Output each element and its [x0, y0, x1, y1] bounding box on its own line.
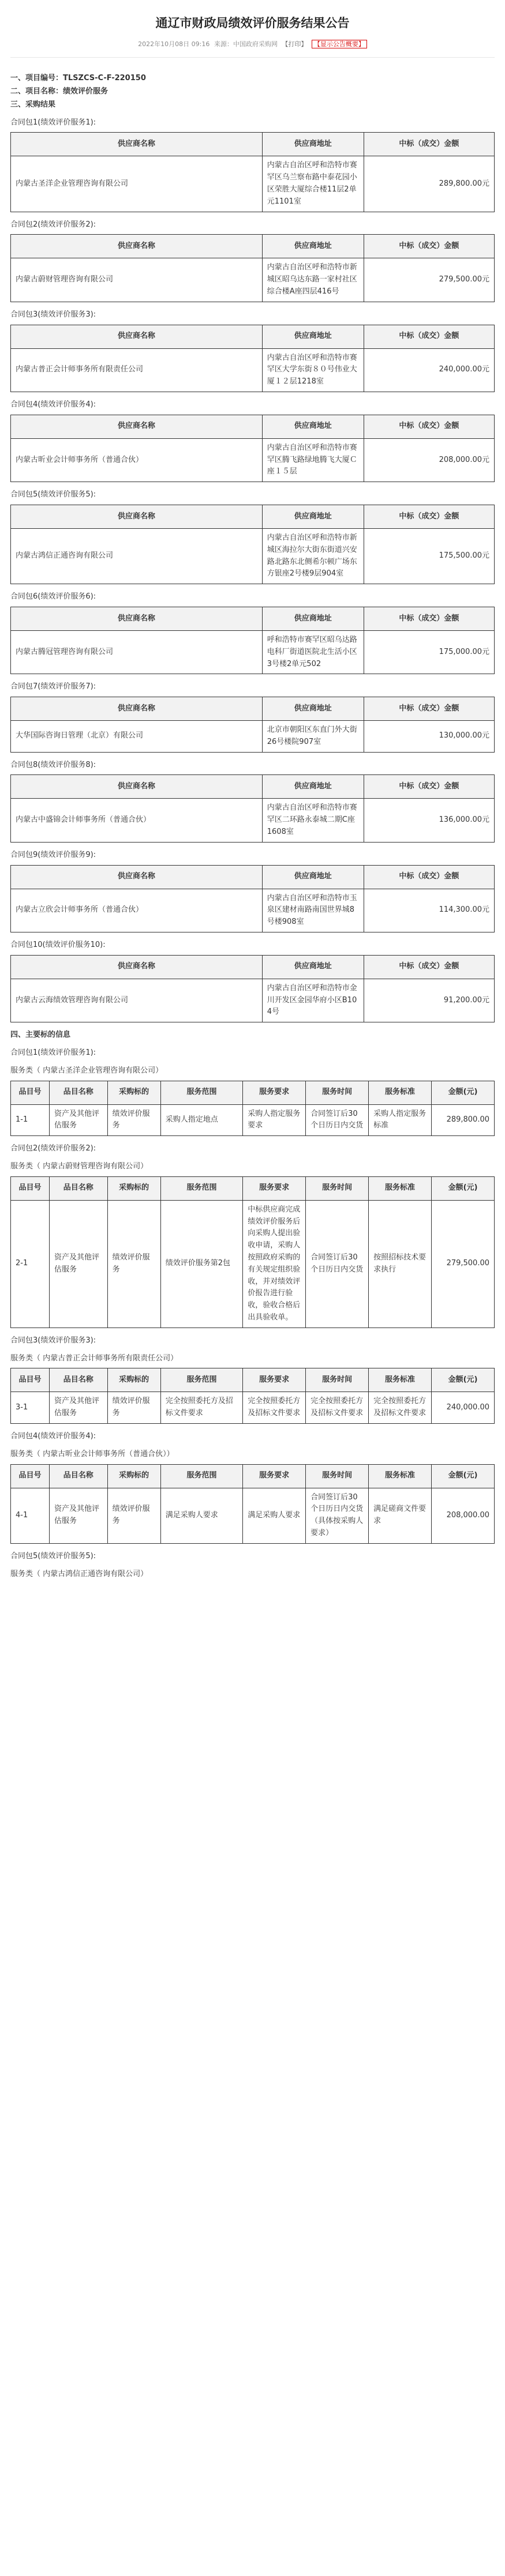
- supplier-name-header: 供应商名称: [11, 133, 263, 156]
- package-label: 合同包4(绩效评价服务4):: [10, 400, 96, 409]
- table-header-row: [11, 133, 495, 156]
- print-link[interactable]: 【打印】: [282, 40, 308, 48]
- service-scope-header: 服务范围: [160, 1176, 242, 1200]
- supplier-address: 内蒙古自治区呼和浩特市赛罕区大学东街８０号伟业大厦１２层1218室: [262, 348, 364, 392]
- item-number-header: 品目号: [11, 1176, 50, 1200]
- amount-header: 金额(元): [432, 1464, 495, 1488]
- service-standard-header: 服务标准: [369, 1176, 432, 1200]
- winning-amount: 130,000.00元: [364, 721, 494, 753]
- procurement-target: 绩效评价服务: [107, 1200, 160, 1328]
- table-header-row: [11, 235, 495, 258]
- package-label: 合同包3(绩效评价服务3):: [10, 310, 96, 319]
- service-requirement-header: 服务要求: [243, 1081, 306, 1104]
- result-table: [10, 774, 495, 842]
- package-label: 合同包10(绩效评价服务10):: [10, 941, 106, 950]
- supplier-address-header: 供应商地址: [262, 325, 364, 348]
- supplier-name: 内蒙古蔚财管理咨询有限公司: [11, 258, 263, 302]
- amount: 208,000.00: [432, 1488, 495, 1543]
- winning-amount-header: 中标（成交）金额: [364, 865, 494, 889]
- target-table: [10, 1464, 495, 1544]
- supplier-address: 内蒙古自治区呼和浩特市新城区昭乌达东路一家村社区综合楼A座四层416号: [262, 258, 364, 302]
- result-table: [10, 415, 495, 482]
- table-row: [11, 1104, 495, 1136]
- table-row: [11, 889, 495, 932]
- project-number: 一、项目编号：TLSZCS-C-F-220150: [10, 74, 146, 83]
- winning-amount: 208,000.00元: [364, 438, 494, 482]
- package-label: 合同包3(绩效评价服务3):: [10, 1336, 96, 1345]
- procurement-target-header: 采购标的: [107, 1464, 160, 1488]
- package-label: 合同包9(绩效评价服务9):: [10, 850, 96, 859]
- service-scope-header: 服务范围: [160, 1464, 242, 1488]
- results-list: [10, 117, 495, 1023]
- table-row: [11, 721, 495, 753]
- supplier-name: 内蒙古鸿信正通咨询有限公司: [11, 528, 263, 584]
- winning-amount: 175,500.00元: [364, 528, 494, 584]
- service-requirement: 中标供应商完成绩效评价服务后向采购人提出验收申请，采购人按照政府采购的有关规定组织验收，并对绩效评价报告进行验收，验收合格后出具验收单。: [243, 1200, 306, 1328]
- project-name: 二、项目名称：绩效评价服务: [10, 87, 109, 96]
- service-requirement-header: 服务要求: [243, 1176, 306, 1200]
- supplier-name: 内蒙古中盛锦会计师事务所（普通合伙）: [11, 799, 263, 842]
- supplier-name-header: 供应商名称: [11, 235, 263, 258]
- winning-amount-header: 中标（成交）金额: [364, 955, 494, 979]
- supplier-address-header: 供应商地址: [262, 697, 364, 721]
- item-number-header: 品目号: [11, 1081, 50, 1104]
- supplier-name: 内蒙古立欣会计师事务所（普通合伙）: [11, 889, 263, 932]
- amount-header: 金额(元): [432, 1081, 495, 1104]
- supplier-address-header: 供应商地址: [262, 775, 364, 799]
- service-scope-header: 服务范围: [160, 1368, 242, 1392]
- procurement-target: 绩效评价服务: [107, 1488, 160, 1543]
- result-table: [10, 865, 495, 932]
- winning-amount-header: 中标（成交）金额: [364, 607, 494, 630]
- service-time: 合同签订后30个日历日内交货（具体按采购人要求）: [306, 1488, 369, 1543]
- winning-amount-header: 中标（成交）金额: [364, 505, 494, 528]
- trailing-service-label: 服务类（ 内蒙古鸿信正通咨询有限公司）: [10, 1569, 148, 1578]
- service-scope: 绩效评价服务第2包: [160, 1200, 242, 1328]
- service-standard-header: 服务标准: [369, 1081, 432, 1104]
- supplier-address: 内蒙古自治区呼和浩特市赛罕区二环路永泰城二期C座1608室: [262, 799, 364, 842]
- service-time: 合同签订后30个日历日内交货: [306, 1104, 369, 1136]
- table-header-row: [11, 865, 495, 889]
- table-row: [11, 348, 495, 392]
- table-header-row: [11, 1081, 495, 1104]
- procurement-target-header: 采购标的: [107, 1368, 160, 1392]
- table-header-row: [11, 415, 495, 438]
- result-table: [10, 955, 495, 1022]
- winning-amount-header: 中标（成交）金额: [364, 415, 494, 438]
- supplier-address-header: 供应商地址: [262, 865, 364, 889]
- table-row: [11, 438, 495, 482]
- package-label: 合同包2(绩效评价服务2):: [10, 220, 96, 229]
- winning-amount: 175,000.00元: [364, 630, 494, 674]
- service-standard: 按照招标技术要求执行: [369, 1200, 432, 1328]
- item-name: 资产及其他评估服务: [50, 1200, 108, 1328]
- winning-amount: 289,800.00元: [364, 156, 494, 212]
- table-row: [11, 799, 495, 842]
- service-requirement-header: 服务要求: [243, 1368, 306, 1392]
- table-row: [11, 156, 495, 212]
- item-number: 4-1: [11, 1488, 50, 1543]
- supplier-address: 内蒙古自治区呼和浩特市新城区海拉尔大街东街道兴安路北路东北侧希尔顿广场东方银座2号楼9层904室: [262, 528, 364, 584]
- supplier-address: 内蒙古自治区呼和浩特市赛罕区乌兰察布路中泰花园小区荣胜大厦综合楼11层2单元1101室: [262, 156, 364, 212]
- winning-amount-header: 中标（成交）金额: [364, 133, 494, 156]
- package-label: 合同包1(绩效评价服务1):: [10, 118, 96, 127]
- service-type-label: 服务类（ 内蒙古圣洋企业管理咨询有限公司）: [10, 1066, 163, 1075]
- package-label: 合同包7(绩效评价服务7):: [10, 682, 96, 691]
- procurement-target: 绩效评价服务: [107, 1392, 160, 1424]
- table-row: [11, 1200, 495, 1328]
- target-table: [10, 1368, 495, 1424]
- winning-amount: 91,200.00元: [364, 979, 494, 1022]
- item-number: 2-1: [11, 1200, 50, 1328]
- supplier-name: 内蒙古云海绩效管理咨询有限公司: [11, 979, 263, 1022]
- meta-bar: [10, 39, 495, 58]
- service-time-header: 服务时间: [306, 1368, 369, 1392]
- procurement-target-header: 采购标的: [107, 1081, 160, 1104]
- supplier-name: 大华国际咨询日管理（北京）有限公司: [11, 721, 263, 753]
- service-time: 完全按照委托方及招标文件要求: [306, 1392, 369, 1424]
- table-row: [11, 258, 495, 302]
- amount: 279,500.00: [432, 1200, 495, 1328]
- procurement-target: 绩效评价服务: [107, 1104, 160, 1136]
- service-scope: 满足采购人要求: [160, 1488, 242, 1543]
- table-header-row: [11, 697, 495, 721]
- table-row: [11, 1488, 495, 1543]
- table-row: [11, 528, 495, 584]
- winning-amount-header: 中标（成交）金额: [364, 697, 494, 721]
- service-time-header: 服务时间: [306, 1176, 369, 1200]
- table-header-row: [11, 1464, 495, 1488]
- supplier-address: 北京市朝阳区东直门外大街26号楼院907室: [262, 721, 364, 753]
- service-requirement-header: 服务要求: [243, 1464, 306, 1488]
- service-requirement: 采购人指定服务要求: [243, 1104, 306, 1136]
- winning-amount-header: 中标（成交）金额: [364, 325, 494, 348]
- supplier-name-header: 供应商名称: [11, 697, 263, 721]
- result-table: [10, 234, 495, 302]
- amount-header: 金额(元): [432, 1368, 495, 1392]
- item-name-header: 品目名称: [50, 1368, 108, 1392]
- winning-amount: 240,000.00元: [364, 348, 494, 392]
- service-type-label: 服务类（ 内蒙古蔚财管理咨询有限公司）: [10, 1162, 148, 1171]
- table-row: [11, 1392, 495, 1424]
- trailing-package-label: 合同包5(绩效评价服务5):: [10, 1551, 96, 1560]
- item-name-header: 品目名称: [50, 1081, 108, 1104]
- amount-header: 金额(元): [432, 1176, 495, 1200]
- package-label: 合同包1(绩效评价服务1):: [10, 1048, 96, 1058]
- supplier-address-header: 供应商地址: [262, 133, 364, 156]
- procurement-target-header: 采购标的: [107, 1176, 160, 1200]
- result-table: [10, 607, 495, 674]
- result-table: [10, 325, 495, 392]
- table-header-row: [11, 775, 495, 799]
- item-number-header: 品目号: [11, 1368, 50, 1392]
- section-targets: 四、主要标的信息: [10, 1031, 71, 1040]
- show-summary-link[interactable]: 【显示公告概要】: [312, 40, 367, 48]
- service-time: 合同签订后30个日历日内交货: [306, 1200, 369, 1328]
- supplier-name-header: 供应商名称: [11, 955, 263, 979]
- table-row: [11, 630, 495, 674]
- service-requirement: 完全按照委托方及招标文件要求: [243, 1392, 306, 1424]
- result-table: [10, 505, 495, 584]
- item-number: 1-1: [11, 1104, 50, 1136]
- service-requirement: 满足采购人要求: [243, 1488, 306, 1543]
- item-name-header: 品目名称: [50, 1464, 108, 1488]
- supplier-address: 内蒙古自治区呼和浩特市赛罕区腾飞路绿地腾飞大厦Ｃ座１５层: [262, 438, 364, 482]
- table-header-row: [11, 607, 495, 630]
- supplier-name: 内蒙古昕业会计师事务所（普通合伙）: [11, 438, 263, 482]
- service-time-header: 服务时间: [306, 1081, 369, 1104]
- service-standard-header: 服务标准: [369, 1464, 432, 1488]
- table-header-row: [11, 325, 495, 348]
- item-name: 资产及其他评估服务: [50, 1104, 108, 1136]
- supplier-address-header: 供应商地址: [262, 955, 364, 979]
- result-table: [10, 697, 495, 753]
- supplier-name-header: 供应商名称: [11, 775, 263, 799]
- page-title: 通辽市财政局绩效评价服务结果公告: [155, 16, 350, 30]
- item-number-header: 品目号: [11, 1464, 50, 1488]
- supplier-address-header: 供应商地址: [262, 235, 364, 258]
- service-type-label: 服务类（ 内蒙古普正会计师事务所有限责任公司）: [10, 1353, 178, 1363]
- table-header-row: [11, 1368, 495, 1392]
- package-label: 合同包4(绩效评价服务4):: [10, 1431, 96, 1441]
- supplier-name: 内蒙古普正会计师事务所有限责任公司: [11, 348, 263, 392]
- targets-list: [10, 1047, 495, 1544]
- target-table: [10, 1081, 495, 1137]
- package-label: 合同包6(绩效评价服务6):: [10, 592, 96, 601]
- package-label: 合同包2(绩效评价服务2):: [10, 1144, 96, 1153]
- table-header-row: [11, 505, 495, 528]
- publish-date: 2022年10月08日 09:16: [138, 40, 210, 48]
- table-header-row: [11, 1176, 495, 1200]
- supplier-address: 内蒙古自治区呼和浩特市金川开发区金园华府小区B104号: [262, 979, 364, 1022]
- item-name: 资产及其他评估服务: [50, 1488, 108, 1543]
- service-scope-header: 服务范围: [160, 1081, 242, 1104]
- service-standard: 完全按照委托方及招标文件要求: [369, 1392, 432, 1424]
- winning-amount: 114,300.00元: [364, 889, 494, 932]
- supplier-name-header: 供应商名称: [11, 607, 263, 630]
- source: 来源：中国政府采购网: [214, 40, 278, 48]
- winning-amount: 136,000.00元: [364, 799, 494, 842]
- service-standard-header: 服务标准: [369, 1368, 432, 1392]
- result-table: [10, 132, 495, 212]
- supplier-address-header: 供应商地址: [262, 415, 364, 438]
- item-number: 3-1: [11, 1392, 50, 1424]
- section-results: 三、采购结果: [10, 100, 56, 109]
- package-label: 合同包8(绩效评价服务8):: [10, 760, 96, 769]
- supplier-address-header: 供应商地址: [262, 505, 364, 528]
- item-name: 资产及其他评估服务: [50, 1392, 108, 1424]
- amount: 240,000.00: [432, 1392, 495, 1424]
- supplier-name-header: 供应商名称: [11, 415, 263, 438]
- service-type-label: 服务类（ 内蒙古昕业会计师事务所（普通合伙））: [10, 1449, 174, 1458]
- table-header-row: [11, 955, 495, 979]
- service-standard: 采购人指定服务标准: [369, 1104, 432, 1136]
- service-time-header: 服务时间: [306, 1464, 369, 1488]
- winning-amount: 279,500.00元: [364, 258, 494, 302]
- winning-amount-header: 中标（成交）金额: [364, 775, 494, 799]
- supplier-address-header: 供应商地址: [262, 607, 364, 630]
- item-name-header: 品目名称: [50, 1176, 108, 1200]
- supplier-name: 内蒙古腾冠管理咨询有限公司: [11, 630, 263, 674]
- supplier-address: 呼和浩特市赛罕区昭乌达路电科厂街道医院北生活小区3号楼2单元502: [262, 630, 364, 674]
- winning-amount-header: 中标（成交）金额: [364, 235, 494, 258]
- table-row: [11, 979, 495, 1022]
- service-scope: 完全按照委托方及招标文件要求: [160, 1392, 242, 1424]
- amount: 289,800.00: [432, 1104, 495, 1136]
- supplier-address: 内蒙古自治区呼和浩特市玉泉区建材南路南国世界城8号楼908室: [262, 889, 364, 932]
- supplier-name: 内蒙古圣洋企业管理咨询有限公司: [11, 156, 263, 212]
- service-standard: 满足磋商文件要求: [369, 1488, 432, 1543]
- supplier-name-header: 供应商名称: [11, 505, 263, 528]
- supplier-name-header: 供应商名称: [11, 325, 263, 348]
- supplier-name-header: 供应商名称: [11, 865, 263, 889]
- service-scope: 采购人指定地点: [160, 1104, 242, 1136]
- package-label: 合同包5(绩效评价服务5):: [10, 490, 96, 499]
- target-table: [10, 1176, 495, 1328]
